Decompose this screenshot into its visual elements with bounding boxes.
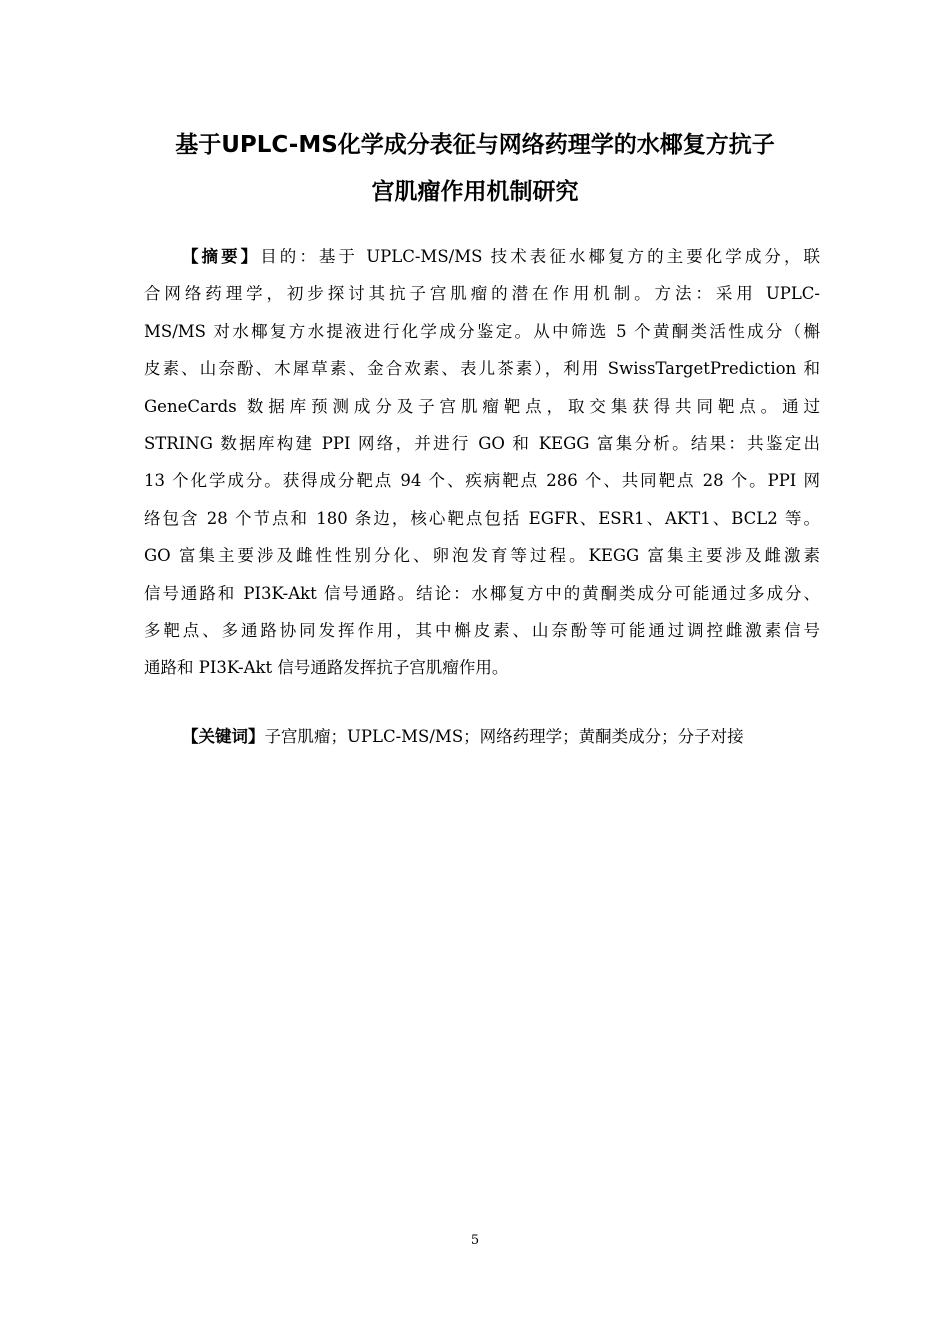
abstract-line-12: 通路和 PI3K-Akt 信号通路发挥抗子宫肌瘤作用。 — [144, 658, 509, 678]
abstract-label: 【摘要】 — [182, 247, 261, 266]
abstract-section — [144, 238, 820, 687]
abstract-line-11: 多靶点、多通路协同发挥作用，其中槲皮素、山奈酚等可能通过调控雌激素信号 — [144, 621, 820, 641]
abstract-line-3: MS/MS 对水椰复方水提液进行化学成分鉴定。从中筛选 5 个黄酮类活性成分（槲 — [144, 321, 820, 341]
page-number: 5 — [470, 1233, 480, 1248]
abstract-line-5: GeneCards 数据库预测成分及子宫肌瘤靶点，取交集获得共同靶点。通过 — [144, 396, 820, 416]
paper-title — [120, 122, 830, 216]
abstract-line-8: 络包含 28 个节点和 180 条边，核心靶点包括 EGFR、ESR1、AKT1、BCL2 等。 — [144, 508, 820, 528]
abstract-line-10: 信号通路和 PI3K-Akt 信号通路。结论：水椰复方中的黄酮类成分可能通过多成分、 — [144, 583, 820, 603]
abstract-text: 目的：基于 UPLC-MS/MS 技术表征水椰复方的主要化学成分，联 — [260, 247, 821, 266]
abstract-line-7: 13 个化学成分。获得成分靶点 94 个、疾病靶点 286 个、共同靶点 28 个。PPI 网 — [144, 471, 820, 491]
title-line-2: 宫肌瘤作用机制研究 — [371, 179, 579, 205]
title-line-1: 基于UPLC-MS化学成分表征与网络药理学的水椰复方抗子 — [175, 132, 775, 158]
abstract-line-6: STRING 数据库构建 PPI 网络，并进行 GO 和 KEGG 富集分析。结果：共鉴定出 — [144, 434, 820, 454]
abstract-line-9: GO 富集主要涉及雌性性别分化、卵泡发育等过程。KEGG 富集主要涉及雌激素 — [144, 546, 820, 566]
abstract-line-2: 合网络药理学，初步探讨其抗子宫肌瘤的潜在作用机制。方法：采用 UPLC- — [144, 284, 820, 304]
abstract-line-1 — [144, 238, 820, 275]
keywords-label: 【关键词】 — [182, 727, 265, 746]
keywords-text: 子宫肌瘤；UPLC-MS/MS；网络药理学；黄酮类成分；分子对接 — [264, 727, 744, 746]
abstract-line-4: 皮素、山奈酚、木犀草素、金合欢素、表儿茶素），利用 SwissTargetPrediction 和 — [144, 359, 820, 379]
keywords-section — [182, 718, 822, 755]
